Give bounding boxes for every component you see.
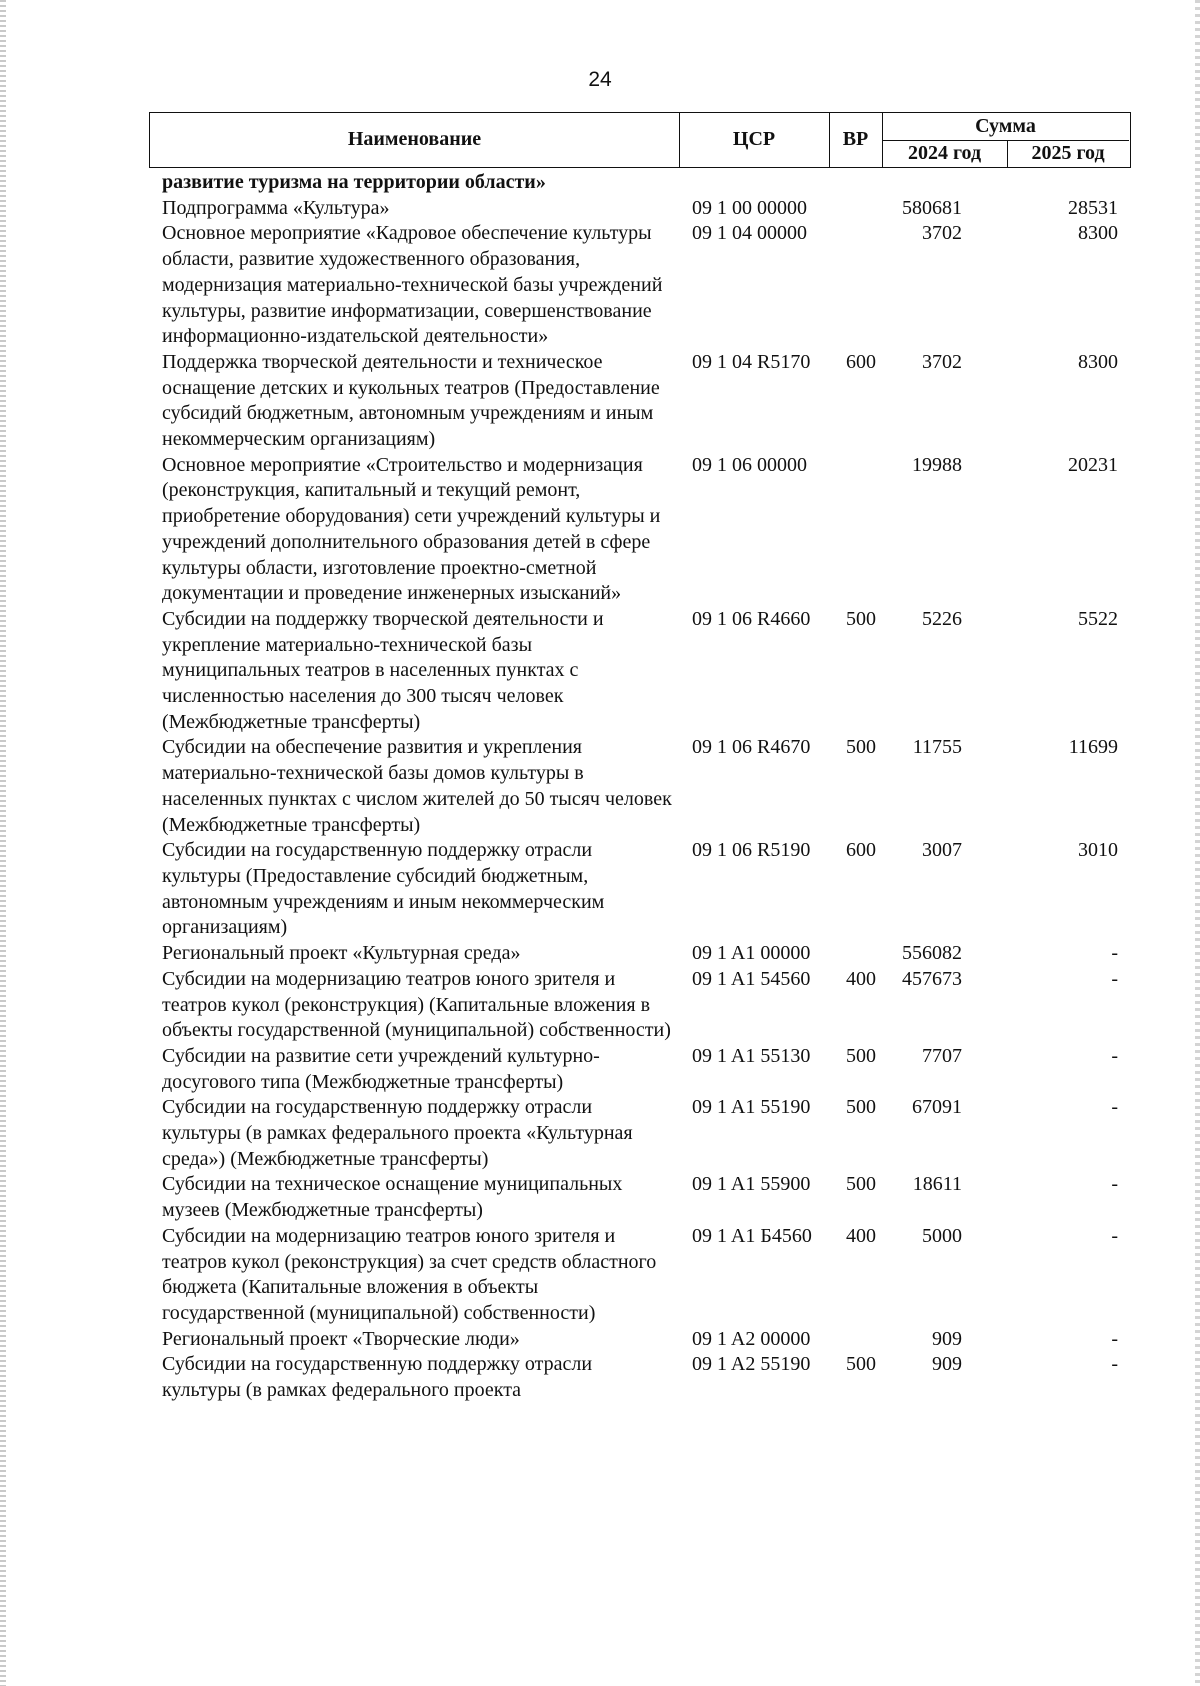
row-sum-2024: 5000 (922, 1224, 962, 1247)
row-name: Субсидии на поддержку творческой деятельности и укрепление материально-технической базы муниципальных театров в населенных пунктах с численностью населения до 300 тысяч человек (Межбюджетные трансферты) (162, 607, 604, 733)
row-csr: 09 1 06 R5190 (692, 839, 811, 862)
table-row (162, 941, 1122, 967)
row-sum-2024: 5226 (922, 607, 962, 630)
row-csr: 09 1 A2 00000 (692, 1327, 811, 1350)
row-csr: 09 1 A1 55900 (692, 1173, 811, 1196)
row-csr: 09 1 A1 00000 (692, 942, 811, 965)
row-name: Субсидии на государственную поддержку отрасли культуры (в рамках федерального проекта (162, 1353, 593, 1402)
row-sum-2024: 909 (932, 1327, 962, 1350)
row-sum-2024: 3702 (922, 350, 962, 373)
row-csr: 09 1 04 R5170 (692, 350, 811, 373)
row-csr: 09 1 06 00000 (692, 453, 807, 476)
row-csr: 09 1 04 00000 (692, 222, 807, 245)
header-name: Наименование (347, 128, 482, 150)
table-row (162, 1172, 1122, 1223)
row-vr: 600 (846, 350, 876, 373)
table-row (162, 1352, 1122, 1403)
row-csr: 09 1 A2 55190 (692, 1353, 811, 1376)
table-row (162, 453, 1122, 607)
row-csr: 09 1 00 00000 (692, 196, 807, 219)
table-body (162, 170, 1122, 1404)
row-sum-2025: - (1111, 1224, 1118, 1247)
row-name: Субсидии на модернизацию театров юного зрителя и театров кукол (реконструкция) (Капитальные вложения в объекты государственной (муниципальной) собственности) (162, 967, 671, 1042)
row-name: Поддержка творческой деятельности и техническое оснащение детских и кукольных театров (Предоставление субсидий бюджетным, автономным учреждениям и иным некоммерческим организациям) (162, 350, 660, 451)
row-vr: 400 (846, 967, 876, 990)
row-sum-2024: 67091 (912, 1096, 962, 1119)
page-number: 24 (588, 68, 612, 91)
row-sum-2025: - (1111, 1173, 1118, 1196)
row-sum-2025: - (1111, 942, 1118, 965)
row-csr: 09 1 A1 55190 (692, 1096, 811, 1119)
row-sum-2025: 11699 (1068, 736, 1118, 759)
row-sum-2024: 556082 (902, 942, 962, 965)
row-vr: 500 (846, 607, 876, 630)
row-name: Субсидии на модернизацию театров юного зрителя и театров кукол (реконструкция) за счет средств областного бюджета (Капитальные вложения в объекты государственной (муниципальной) собственности) (162, 1224, 657, 1324)
row-name: Субсидии на государственную поддержку отрасли культуры (Предоставление субсидий бюджетным, автономным учреждениям и иным некоммерческим организациям) (162, 839, 605, 939)
header-vr: ВР (842, 128, 869, 150)
row-sum-2025: 20231 (1068, 453, 1118, 476)
row-sum-2024: 18611 (912, 1173, 962, 1196)
scan-edge-right (1195, 0, 1200, 1686)
row-csr: 09 1 06 R4670 (692, 736, 811, 759)
row-name: Субсидии на государственную поддержку отрасли культуры (в рамках федерального проекта «Культурная среда») (Межбюджетные трансферты) (162, 1096, 633, 1170)
row-name: Подпрограмма «Культура» (162, 196, 390, 219)
row-name: Региональный проект «Творческие люди» (162, 1327, 520, 1350)
row-vr: 500 (846, 736, 876, 759)
row-sum-2024: 7707 (922, 1044, 962, 1067)
row-csr: 09 1 A1 54560 (692, 967, 811, 990)
row-sum-2025: 28531 (1068, 196, 1118, 219)
row-vr: 400 (846, 1224, 876, 1247)
row-vr: 500 (846, 1096, 876, 1119)
table-row (162, 1044, 1122, 1095)
row-sum-2025: - (1111, 1044, 1118, 1067)
row-sum-2025: 8300 (1078, 222, 1118, 245)
row-sum-2025: 3010 (1078, 839, 1118, 862)
row-csr: 09 1 A1 Б4560 (692, 1224, 812, 1247)
row-csr: 09 1 06 R4660 (692, 607, 811, 630)
row-name: Основное мероприятие «Кадровое обеспечение культуры области, развитие художественного образования, модернизация материально-технической базы учреждений культуры, развитие информатизации, совершенствование информационно-издательской деятельности» (162, 222, 663, 348)
row-name: развитие туризма на территории области» (162, 171, 546, 193)
header-year-2025: 2025 год (1031, 141, 1105, 164)
row-vr: 500 (846, 1173, 876, 1196)
row-name: Субсидии на техническое оснащение муниципальных музеев (Межбюджетные трансферты) (162, 1173, 623, 1222)
header-year-2024: 2024 год (907, 141, 982, 164)
row-vr: 600 (846, 839, 876, 862)
row-sum-2025: - (1111, 1327, 1118, 1350)
row-sum-2024: 3702 (922, 222, 962, 245)
table-row (162, 607, 1122, 736)
row-vr: 500 (846, 1044, 876, 1067)
row-sum-2024: 11755 (912, 736, 962, 759)
table-row (162, 1327, 1122, 1353)
row-sum-2025: - (1111, 967, 1118, 990)
row-name: Субсидии на обеспечение развития и укрепления материально-технической базы домов культуры в населенных пунктах с числом жителей до 50 тысяч человек (Межбюджетные трансферты) (162, 736, 672, 836)
table-row (162, 221, 1122, 350)
row-name: Региональный проект «Культурная среда» (162, 942, 521, 965)
row-sum-2025: 8300 (1078, 350, 1118, 373)
header-sum: Сумма (975, 115, 1036, 137)
table-row (162, 838, 1122, 941)
row-sum-2025: 5522 (1078, 607, 1118, 630)
scan-edge-left (0, 0, 6, 1686)
header-csr: ЦСР (732, 128, 776, 150)
row-sum-2024: 19988 (912, 453, 962, 476)
table-row (162, 735, 1122, 838)
row-name: Субсидии на развитие сети учреждений культурно-досугового типа (Межбюджетные трансферты) (162, 1044, 600, 1093)
table-row (162, 967, 1122, 1044)
row-sum-2024: 3007 (922, 839, 962, 862)
row-sum-2025: - (1111, 1096, 1118, 1119)
row-sum-2024: 457673 (902, 967, 962, 990)
table-header (149, 112, 1131, 168)
table-row (162, 350, 1122, 453)
row-name: Основное мероприятие «Строительство и модернизация (реконструкция, капитальный и текущий ремонт, приобретение оборудования) сети учреждений культуры и учреждений дополнительного образования детей в сфере культуры области, изготовление проектно-сметной документации и проведение инженерных изысканий» (162, 453, 661, 605)
row-csr: 09 1 A1 55130 (692, 1044, 811, 1067)
row-vr: 500 (846, 1353, 876, 1376)
table-row (162, 196, 1122, 222)
table-row (162, 1095, 1122, 1172)
row-sum-2024: 580681 (902, 196, 962, 219)
row-sum-2024: 909 (932, 1353, 962, 1376)
table-row (162, 1224, 1122, 1327)
row-sum-2025: - (1111, 1353, 1118, 1376)
table-row (162, 170, 1122, 196)
